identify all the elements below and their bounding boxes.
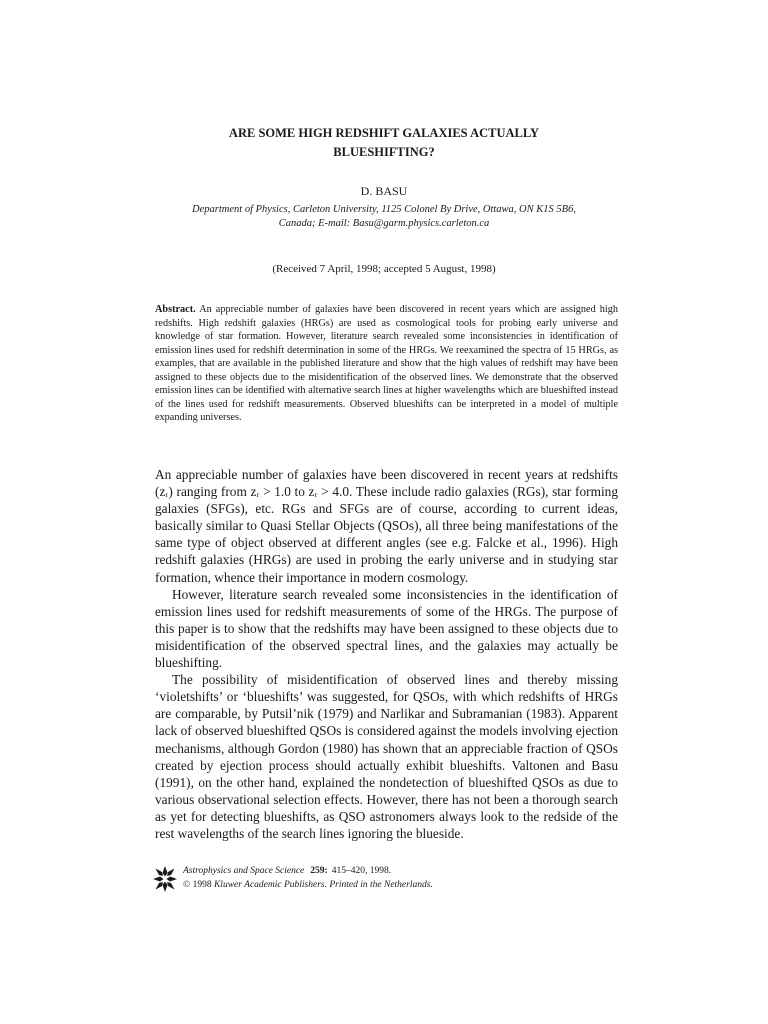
paper-title xyxy=(150,124,618,162)
publisher: Kluwer Academic Publishers. xyxy=(213,880,327,890)
journal-volume: 259: xyxy=(310,866,328,876)
body-paragraph-1: An appreciable number of galaxies have been discovered in recent years at redshifts (zᵣ) ranging from zᵣ > 1.0 to zᵣ > 4.0. These include radio galaxies (RGs), star forming galaxies (SFGs), etc. RGs and SFGs are of course, according to current ideas, basically similar to Quasi Stellar Objects (QSOs), all three being manifestations of the same type of object observed at different angles (see e.g. Falcke et al., 1996). High redshift galaxies (HRGs) are used in probing the early universe and in studying star formation, whence their importance in modern cosmology. xyxy=(155,467,618,585)
body-paragraph-2: However, literature search revealed some inconsistencies in the identification of emission lines used for redshift measurements of some of the HRGs. The purpose of this paper is to show that the redshifts may have been assigned to these objects due to misidentification of the observed spectral lines, and the galaxies may actually be blueshifting. xyxy=(155,586,618,671)
printed-in: Printed in the Netherlands. xyxy=(329,880,433,890)
abstract-label: Abstract. xyxy=(155,304,196,315)
author-affiliation xyxy=(120,203,648,230)
received-dates: (Received 7 April, 1998; accepted 5 August, 1998) xyxy=(272,263,496,275)
affiliation-line-1: Department of Physics, Carleton University, 1125 Colonel By Drive, Ottawa, ON K1S 5B6, xyxy=(192,204,576,215)
copyright: © 1998 xyxy=(183,880,212,890)
title-line-1: ARE SOME HIGH REDSHIFT GALAXIES ACTUALLY xyxy=(228,126,540,140)
title-line-2: BLUESHIFTING? xyxy=(333,145,435,159)
body-text xyxy=(155,466,618,842)
kluwer-logo-icon xyxy=(153,866,177,892)
abstract-text: An appreciable number of galaxies have been discovered in recent years which are assigned high redshifts. High redshift galaxies (HRGs) are used as cosmological tools for probing early universe and knowledge of star formation. However, literature search revealed some inconsistencies in identification of emission lines used for redshift determination in some of the HRGs. We reexamined the spectra of 15 HRGs, as examples, that are available in the published literature and show that the high values of redshift may have been assigned to these objects due to the misidentification of the observed lines. We demonstrate that the observed emission lines can be identified with alternative search lines at higher wavelengths which are blueshifted instead of the lines used for redshift measurements. Observed blueshifts can be interpreted in a model of multiple expanding universes. xyxy=(155,304,618,423)
abstract xyxy=(155,303,618,425)
journal-footer xyxy=(153,864,573,898)
journal-pages: 415–420, 1998. xyxy=(331,866,392,876)
journal-name: Astrophysics and Space Science xyxy=(183,866,305,876)
body-paragraph-3: The possibility of misidentification of observed lines and thereby missing ‘violetshifts’ or ‘blueshifts’ was suggested, for QSOs, with which redshifts of HRGs are comparable, by Putsil’nik (1979) and Narlikar and Subramanian (1983). Apparent lack of observed blueshifted QSOs is considered against the models involving ejection mechanisms, although Gordon (1980) has shown that an appreciable fraction of QSOs created by ejection process should actually exhibit blueshifts. Valtonen and Basu (1991), on the other hand, explained the nondetection of blueshifted QSOs as due to various observational selection effects. However, there has not been a thorough search as yet for detecting blueshifts, as QSO astronomers always look to the redside of the rest wavelengths of the search lines ignoring the blueside. xyxy=(155,672,618,841)
footer-line-2 xyxy=(183,878,433,892)
affiliation-line-2: Canada; E-mail: Basu@garm.physics.carleton.ca xyxy=(278,217,490,229)
footer-line-1 xyxy=(183,864,433,878)
author-name: D. BASU xyxy=(360,184,408,198)
footer-text xyxy=(183,864,433,892)
